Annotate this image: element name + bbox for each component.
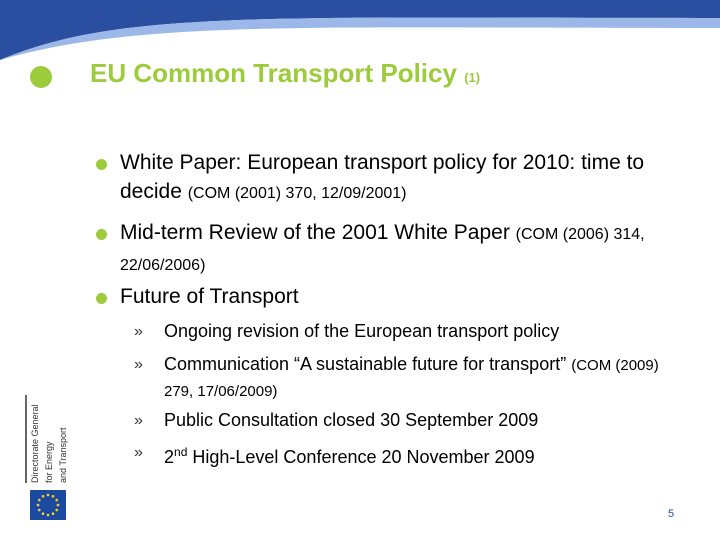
header-band [0, 0, 720, 60]
subitem-text: Communication “A sustainable future for transport” [164, 354, 572, 374]
bullet-dot [96, 229, 107, 240]
bullet-dot [96, 159, 107, 170]
bullet-future-of-transport [120, 282, 680, 311]
subitem-ongoing-revision [134, 319, 684, 344]
bullet-dot [96, 293, 107, 304]
bullet-white-paper [120, 148, 680, 208]
chevron-right-icon: » [134, 356, 143, 373]
subitem-communication [134, 352, 684, 404]
eu-flag-icon [30, 490, 66, 520]
page-number: 5 [668, 508, 675, 520]
logo-line-2: for Energy [44, 441, 54, 483]
title-bullet [30, 66, 52, 88]
chevron-right-icon: » [134, 444, 143, 461]
bullet-reference: (COM (2006) 314, 22/06/2006) [120, 226, 645, 274]
subitem-text: High-Level Conference 20 November 2009 [187, 447, 535, 467]
logo-line-1: Directorate General [30, 404, 40, 483]
subitem-reference: (COM (2009) 279, 17/06/2009) [164, 357, 659, 400]
logo-line-3: and Transport [58, 427, 68, 483]
chevron-right-icon: » [134, 412, 143, 429]
slide-title [90, 58, 480, 89]
subitem-text: Ongoing revision of the European transport policy [164, 321, 560, 341]
subitem-prefix: 2 [164, 447, 175, 467]
bullet-text: Mid-term Review of the 2001 White Paper [120, 221, 516, 244]
title-main: EU Common Transport Policy [90, 58, 457, 88]
bullet-mid-term-review [120, 218, 680, 280]
bullet-reference: (COM (2001) 370, 12/09/2001) [187, 185, 407, 202]
bullet-text: Future of Transport [120, 285, 299, 308]
subitem-text: Public Consultation closed 30 September 2009 [164, 410, 539, 430]
directorate-logo [10, 395, 80, 485]
subitem-conference [134, 440, 684, 470]
subitem-public-consultation [134, 408, 684, 433]
title-note: (1) [464, 70, 481, 85]
bullet-text: White Paper: European transport policy for 2010: time to decide [120, 151, 645, 203]
chevron-right-icon: » [134, 323, 143, 340]
subitem-superscript: nd [174, 445, 188, 459]
